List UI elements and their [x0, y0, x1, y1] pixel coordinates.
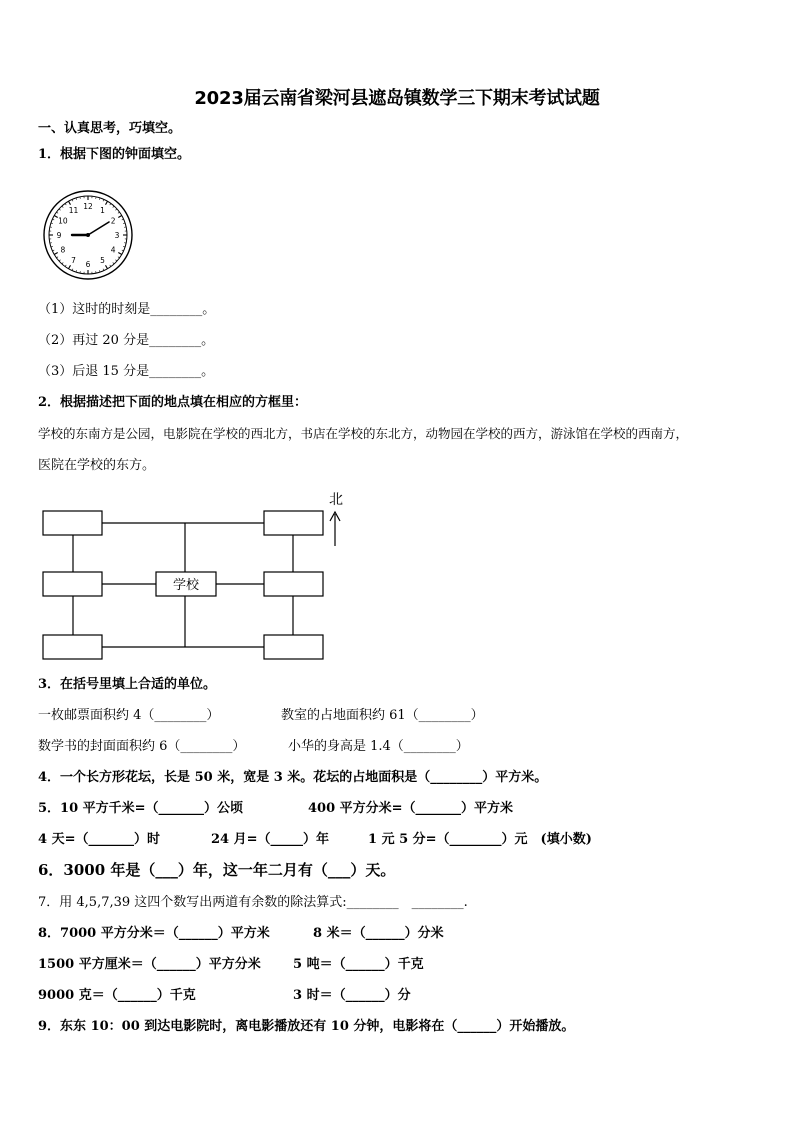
question-7: 7．用 4,5,7,39 这四个数写出两道有余数的除法算式:________ ________.: [38, 895, 468, 910]
box-southwest[interactable]: [43, 635, 102, 659]
box-southeast[interactable]: [264, 635, 323, 659]
north-label: 北: [329, 492, 343, 508]
direction-diagram: [38, 488, 358, 666]
q5-d: 24 月=（_____）年: [211, 832, 330, 847]
q3-c: 数学书的封面面积约 6（________）: [38, 739, 246, 754]
box-northeast[interactable]: [264, 511, 323, 535]
q8-c: 1500 平方厘米＝（______）平方分米: [38, 957, 261, 972]
question-2: 2．根据描述把下面的地点填在相应的方框里：: [38, 395, 308, 410]
clock-number: 1: [100, 205, 105, 215]
clock-number: 12: [83, 202, 93, 211]
q3-d: 小华的身高是 1.4（________）: [288, 739, 469, 754]
question-3: 3．在括号里填上合适的单位。: [38, 677, 217, 692]
section-heading: 一、认真思考，巧填空。: [38, 121, 182, 136]
box-northwest[interactable]: [43, 511, 102, 535]
q8-e: 9000 克＝（______）千克: [38, 988, 196, 1003]
q5-c: 4 天=（_______）时: [38, 832, 160, 847]
question-1: 1．根据下图的钟面填空。: [38, 147, 191, 162]
q1-sub3: （3）后退 15 分是________。: [38, 364, 215, 379]
q1-sub1: （1）这时的时刻是________。: [38, 302, 216, 317]
q3-b: 教室的占地面积约 61（________）: [281, 708, 484, 723]
clock-number: 4: [110, 245, 116, 255]
q5-a: 5．10 平方千米=（_______）公顷: [38, 801, 244, 816]
q3-a: 一枚邮票面积约 4（________）: [38, 708, 220, 723]
clock-number: 7: [71, 256, 76, 266]
q2-description-1: 学校的东南方是公园，电影院在学校的西北方，书店在学校的东北方，动物园在学校的西方，游泳馆在学校的西南方，: [38, 426, 689, 441]
question-6: 6．3000 年是（___）年，这一年二月有（___）天。: [38, 861, 396, 879]
clock-number: 10: [58, 216, 68, 226]
q8-a: 8．7000 平方分米＝（______）平方米: [38, 926, 270, 941]
clock-number: 3: [114, 231, 120, 240]
clock-number: 8: [60, 245, 66, 255]
clock-face: [42, 189, 134, 281]
clock-number: 6: [85, 260, 91, 269]
clock-number: 11: [68, 205, 79, 215]
q8-b: 8 米＝（______）分米: [313, 926, 444, 941]
q5-b: 400 平方分米=（_______）平方米: [308, 801, 514, 816]
question-9: 9．东东 10：00 到达电影院时，离电影播放还有 10 分钟，电影将在（______）开始播放。: [38, 1019, 575, 1034]
box-east[interactable]: [264, 572, 323, 596]
school-label: 学校: [172, 578, 200, 593]
q8-f: 3 时＝（______）分: [293, 988, 411, 1003]
box-west[interactable]: [43, 572, 102, 596]
q2-description-2: 医院在学校的东方。: [38, 458, 156, 473]
q5-e: 1 元 5 分=（________）元 (填小数): [368, 832, 592, 847]
clock-number: 5: [100, 256, 105, 266]
page-title: 2023届云南省梁河县遮岛镇数学三下期末考试试题: [194, 88, 600, 109]
q1-sub2: （2）再过 20 分是________。: [38, 333, 215, 348]
clock-number: 2: [110, 216, 116, 226]
q8-d: 5 吨＝（______）千克: [293, 957, 424, 972]
question-4: 4．一个长方形花坛，长是 50 米，宽是 3 米。花坛的占地面积是（________）平方米。: [38, 770, 548, 785]
clock-number: 9: [56, 231, 62, 240]
